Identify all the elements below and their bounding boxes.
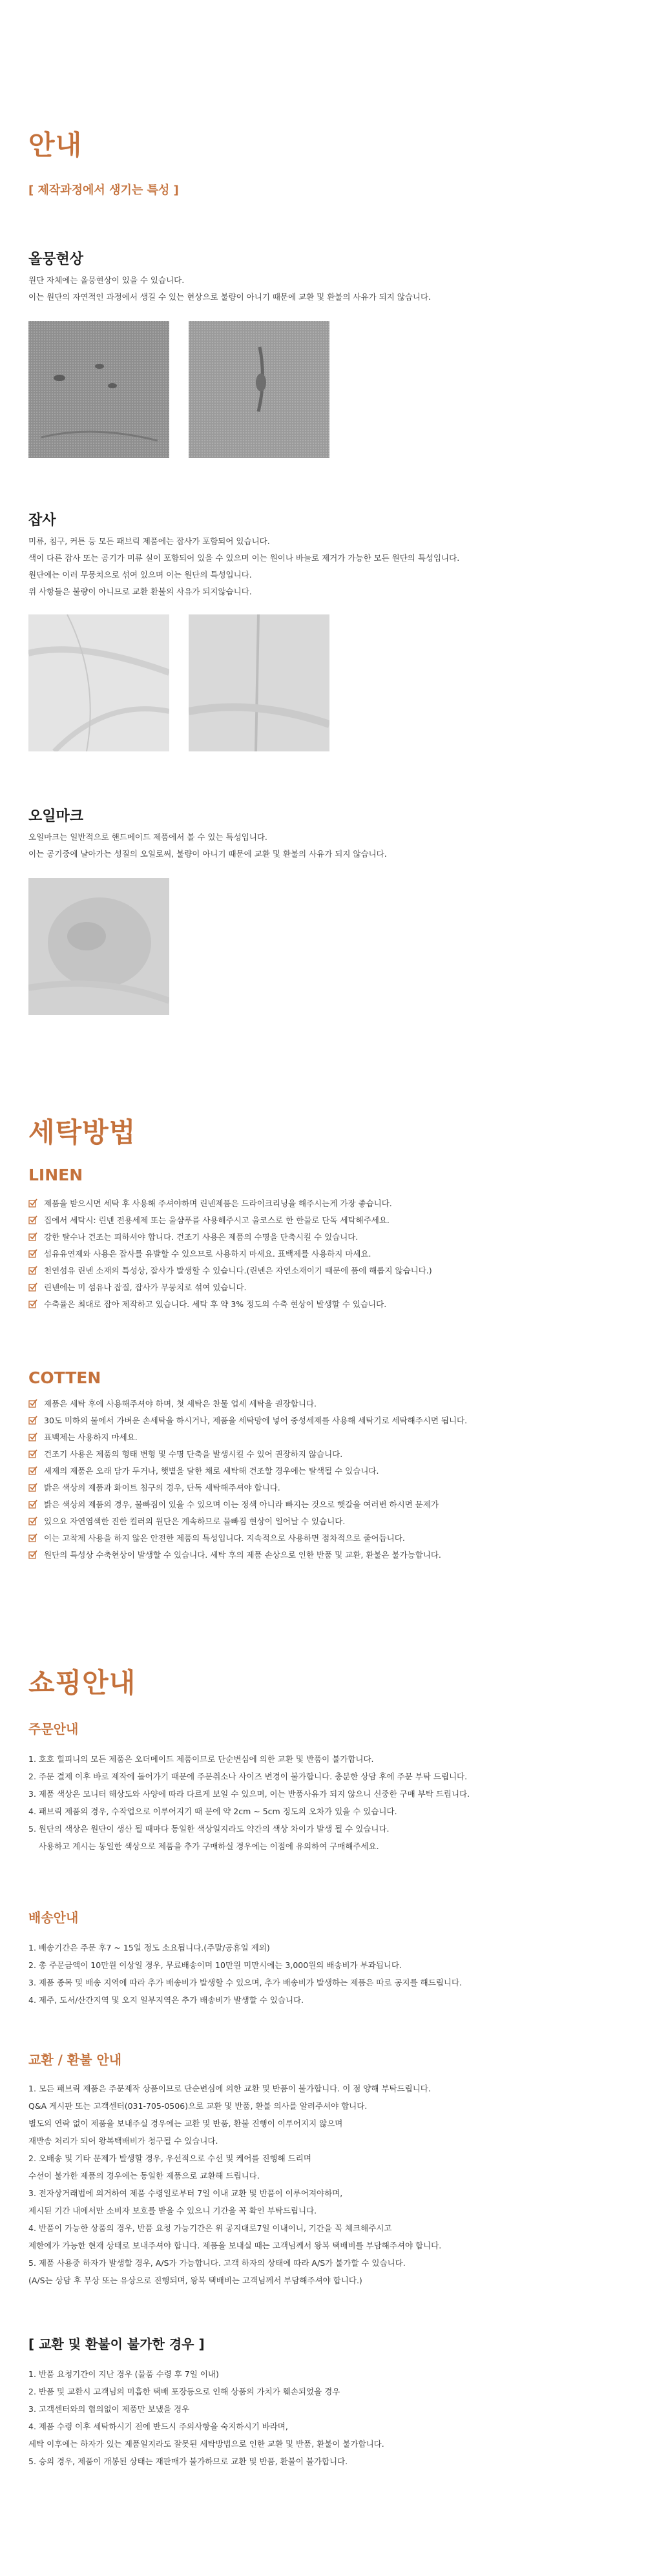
not-allowed-title: [ 교환 및 환불이 불가한 경우 ]	[28, 2336, 205, 2352]
check-icon	[28, 1533, 37, 1542]
exchange-line: 3. 전자상거래법에 의거하여 제품 수령일로부터 7일 이내 교환 및 반품이 이루어져야하며,	[28, 2188, 343, 2198]
item-title: 오일마크	[28, 808, 84, 824]
delivery-line: 2. 총 주문금액이 10만원 이상일 경우, 무료배송이며 10만원 미만시에는 3,000원의 배송비가 부과됩니다.	[28, 1960, 402, 1970]
exchange-line: 수선이 불가한 제품의 경우에는 동일한 제품으로 교환해 드립니다.	[28, 2171, 260, 2181]
check-icon	[28, 1483, 37, 1492]
not-allowed-line: 1. 반품 요청기간이 지난 경우 (물품 수령 후 7일 이내)	[28, 2369, 219, 2379]
cotton-item: 밝은 색상의 제품의 경우, 물빠짐이 있을 수 있으며 이는 정색 아니라 빠지는 것으로 햇갈을 여러번 하시면 문제가	[28, 1496, 618, 1513]
cotton-block	[28, 1368, 618, 1563]
item-title: 올뭉현상	[28, 251, 84, 267]
exchange-title: 교환 / 환불 안내	[28, 2052, 122, 2068]
exchange-line: Q&A 게시판 또는 고객센터(031-705-0506)으로 교환 및 반품, 환불 의사를 알려주셔야 합니다.	[28, 2101, 368, 2111]
check-icon	[28, 1232, 37, 1241]
not-allowed-line: 5. 승의 경우, 제품이 개봉된 상태는 재판매가 불가하므로 교환 및 반품, 환불이 불가합니다.	[28, 2456, 348, 2466]
order-title: 주문안내	[28, 1721, 79, 1737]
exchange-line: 재반송 처리가 되어 왕복택배비가 청구될 수 있습니다.	[28, 2136, 218, 2146]
text-line: 색이 다른 잡사 또는 공기가 미류 실이 포함되어 있을 수 있으며 이는 원이나 바늘로 제거가 가능한 모든 원단의 특성입니다.	[28, 553, 460, 563]
guide-section	[28, 124, 618, 198]
linen-item: 천연섬유 린넨 소재의 특성상, 잡사가 발생할 수 있습니다.(린넨은 자연소재이기 때문에 품에 해롭지 않습니다.)	[28, 1262, 618, 1279]
linen-item: 집에서 세탁시: 린넨 전용세제 또는 울샴푸를 사용해주시고 울코스로 한 한물로 단독 세탁해주세요.	[28, 1211, 618, 1228]
text-line: 이는 공기중에 날아가는 성질의 오일로써, 불량이 아니기 때문에 교환 및 환불의 사유가 되지 않습니다.	[28, 849, 387, 859]
check-icon	[28, 1550, 37, 1559]
text-line: 미류, 침구, 커튼 등 모든 패브릭 제품에는 잡사가 포함되어 있습니다.	[28, 536, 270, 546]
exchange-line: 5. 제품 사용중 하자가 발생할 경우, A/S가 가능합니다. 고객 하자의 상태에 따라 A/S가 불가할 수 있습니다.	[28, 2258, 406, 2268]
fabric-photo	[189, 321, 329, 458]
order-line: 사용하고 계시는 동일한 색상으로 제품을 추가 구매하실 경우에는 이점에 유의하여 구매해주세요.	[28, 1841, 379, 1851]
delivery-line: 3. 제품 종목 및 배송 지역에 따라 추가 배송비가 발생할 수 있으며, 추가 배송비가 발생하는 제품은 따로 공지를 해드립니다.	[28, 1978, 462, 1987]
check-icon	[28, 1466, 37, 1475]
exchange-line: 1. 모든 패브릭 제품은 주문제작 상품이므로 단순변심에 의한 교환 및 반품이 불가합니다. 이 점 양해 부탁드립니다.	[28, 2084, 431, 2093]
guide-item-2	[28, 509, 618, 751]
order-line: 3. 제품 색상은 모니터 해상도와 사양에 따라 다르게 보일 수 있으며, 이는 반품사유가 되지 않으니 신중한 구매 부탁 드립니다.	[28, 1789, 470, 1799]
item-title: 잡사	[28, 512, 56, 529]
order-line: 5. 원단의 색상은 원단이 생산 될 때마다 동일한 색상일지라도 약간의 색상 차이가 발생 될 수 있습니다.	[28, 1824, 390, 1834]
shopping-section	[28, 1662, 618, 1701]
cotton-item: 세제의 제품은 오래 담가 두거나, 햇볕을 달한 채로 세탁해 건조할 경우에는 탈색될 수 있습니다.	[28, 1462, 618, 1479]
order-block	[28, 1719, 618, 1855]
not-allowed-line: 4. 제품 수령 이후 세탁하시기 전에 반드시 주의사항을 숙지하시기 바라며,	[28, 2422, 288, 2431]
cotton-item: 건조기 사용은 제품의 형태 변형 및 수명 단축을 발생시킬 수 있어 권장하지 않습니다.	[28, 1445, 618, 1462]
check-icon	[28, 1449, 37, 1458]
linen-item: 제품을 받으시면 세탁 후 사용해 주셔야하며 린넨제품은 드라이크리닝을 해주시는게 가장 좋습니다.	[28, 1195, 618, 1211]
delivery-line: 1. 배송기간은 주문 후7 ~ 15일 정도 소요됩니다.(주말/공휴일 제외)	[28, 1943, 270, 1953]
linen-item: 섬유유연제와 사용은 잡사를 유발할 수 있으므로 사용하지 마세요. 표백제를 사용하지 마세요.	[28, 1245, 618, 1262]
linen-item: 린넨에는 미 섬유나 잡질, 잡사가 무뭉치로 섞여 있습니다.	[28, 1279, 618, 1295]
guide-item-1	[28, 248, 618, 458]
fabric-photo	[28, 321, 169, 458]
check-icon	[28, 1416, 37, 1425]
delivery-block	[28, 1907, 618, 2009]
cotton-item: 제품은 세탁 후에 사용해주셔야 하며, 첫 세탁은 찬물 업세 세탁을 권장합니다.	[28, 1395, 618, 1412]
section-title-shopping: 쇼핑안내	[28, 1667, 136, 1699]
check-icon	[28, 1299, 37, 1308]
section-title-guide: 안내	[28, 129, 83, 161]
check-icon	[28, 1432, 37, 1441]
exchange-line: 4. 반품이 가능한 상품의 경우, 반품 요청 가능기간은 위 공지대로7일 이내이니, 기간을 꼭 체크해주시고	[28, 2223, 392, 2233]
fabric-photo	[189, 614, 329, 751]
guide-subtitle: [ 제작과정에서 생기는 특성 ]	[28, 183, 179, 197]
order-line: 2. 주문 결제 이후 바로 제작에 돌어가기 때문에 주문취소나 사이즈 변경이 불가합니다. 충분한 상담 후에 주문 부탁 드립니다.	[28, 1772, 468, 1781]
linen-title: LINEN	[28, 1166, 83, 1184]
check-icon	[28, 1283, 37, 1292]
delivery-title: 배송안내	[28, 1910, 79, 1925]
cotton-item: 표백제는 사용하지 마세요.	[28, 1429, 618, 1445]
not-allowed-line: 세탁 이후에는 하자가 있는 제품일지라도 잘못된 세탁방법으로 인한 교환 및 반품, 환불이 불가합니다.	[28, 2439, 384, 2449]
order-line: 4. 패브릭 제품의 경우, 수작업으로 이루어지기 때 문에 약 2cm ~ 5cm 정도의 오차가 있을 수 있습니다.	[28, 1806, 397, 1816]
cotton-title: COTTEN	[28, 1368, 101, 1387]
check-icon	[28, 1516, 37, 1525]
cotton-item: 30도 미하의 물에서 가벼운 손세탁을 하시거나, 제품을 세탁망에 넣어 중성세제를 사용해 세탁기로 세탁해주시면 됩니다.	[28, 1412, 618, 1429]
check-icon	[28, 1266, 37, 1275]
order-line: 1. 호호 힐피니의 모든 제품은 오더메이드 제품이므로 단순변심에 의한 교환 및 반품이 불가합니다.	[28, 1754, 374, 1764]
exchange-line: 제시된 기간 내에서만 소비자 보호를 받을 수 있으니 기간을 꼭 확인 부탁드립니다.	[28, 2206, 317, 2215]
text-line: 원단 자체에는 올뭉현상이 있을 수 있습니다.	[28, 275, 185, 285]
guide-item-3	[28, 805, 618, 1015]
cotton-item: 원단의 특성상 수축현상이 발생할 수 있습니다. 세탁 후의 제품 손상으로 인한 반품 및 교환, 환불은 불가능합니다.	[28, 1546, 618, 1563]
cotton-item: 이는 고착제 사용을 하지 않은 안전한 제품의 특성입니다. 지속적으로 사용하면 점차적으로 줄어듭니다.	[28, 1529, 618, 1546]
exchange-line: (A/S는 상담 후 무상 또는 유상으로 진행되며, 왕복 택배비는 고객님께서 부담해주셔야 합니다.)	[28, 2276, 362, 2285]
exchange-line: 제한에가 가능한 현재 상태로 보내주셔야 합니다. 제품을 보내실 때는 고객님께서 왕복 택배비를 부담해주셔야 합니다.	[28, 2241, 442, 2250]
text-line: 이는 원단의 자연적인 과정에서 생길 수 있는 현상으로 불량이 아니기 때문에 교환 및 환불의 사유가 되지 않습니다.	[28, 292, 431, 302]
exchange-line: 2. 오배송 및 기타 문제가 발생할 경우, 우선적으로 수선 및 케어를 진행해 드리며	[28, 2153, 311, 2163]
section-title-washing: 세탁방법	[28, 1116, 136, 1148]
not-allowed-line: 2. 반품 및 교환시 고객님의 미흡한 택배 포장등으로 인해 상품의 가치가 훼손되었을 경우	[28, 2387, 340, 2396]
washing-section	[28, 1111, 618, 1150]
exchange-line: 별도의 연락 없이 제품을 보내주실 경우에는 교환 및 반품, 환불 진행이 이루어지지 않으며	[28, 2119, 343, 2128]
not-allowed-line: 3. 고객센터와의 협의없이 제품만 보냈을 경우	[28, 2404, 190, 2414]
check-icon	[28, 1500, 37, 1509]
linen-item: 수축률은 최대로 잡아 제작하고 있습니다. 세탁 후 약 3% 정도의 수축 현상이 발생할 수 있습니다.	[28, 1295, 618, 1312]
exchange-block	[28, 2049, 618, 2289]
fabric-photo	[28, 614, 169, 751]
check-icon	[28, 1199, 37, 1208]
check-icon	[28, 1249, 37, 1258]
check-icon	[28, 1215, 37, 1224]
fabric-photo	[28, 878, 169, 1015]
linen-item: 강한 탈수나 건조는 피하셔야 합니다. 건조기 사용은 제품의 수명을 단축시킬 수 있습니다.	[28, 1228, 618, 1245]
text-line: 오일마크는 일반적으로 핸드메이드 제품에서 볼 수 있는 특성입니다.	[28, 832, 267, 842]
check-icon	[28, 1399, 37, 1408]
cotton-item: 밝은 색상의 제품과 화이트 침구의 경우, 단독 세탁해주셔야 합니다.	[28, 1479, 618, 1496]
text-line: 원단에는 이러 무뭉치으로 섞여 있으며 이는 원단의 특성입니다.	[28, 570, 252, 580]
cotton-item: 있으요 자연염색한 진한 컬러의 원단은 계속하므로 물빠짐 현상이 일어날 수 있습니다.	[28, 1513, 618, 1529]
not-allowed-block	[28, 2334, 618, 2470]
delivery-line: 4. 제주, 도서/산간지역 및 오지 일부지역은 추가 배송비가 발생할 수 있습니다.	[28, 1995, 304, 2005]
text-line: 위 사항들은 불량이 아니므로 교환 환불의 사유가 되지않습니다.	[28, 587, 252, 596]
linen-block	[28, 1166, 618, 1312]
